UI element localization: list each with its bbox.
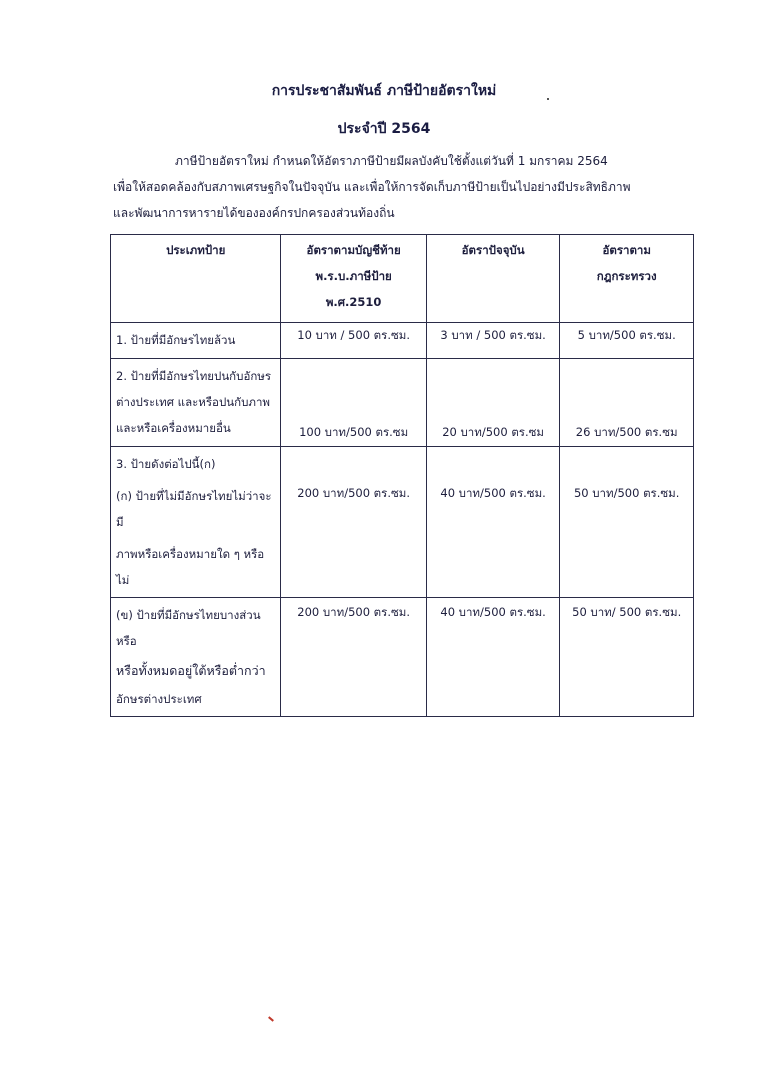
ministerial-rate-cell: 50 บาท/ 500 ตร.ซม. [560, 598, 694, 717]
intro-line-1: ภาษีป้ายอัตราใหม่ กำหนดให้อัตราภาษีป้ายมีผลบังคับใช้ตั้งแต่วันที่ 1 มกราคม 2564 [175, 154, 608, 168]
table-row [111, 598, 694, 717]
row-label: (ข) ป้ายที่มีอักษรไทยบางส่วนหรือ หรือทั้งหมดอยู่ใต้หรือต่ำกว่า อักษรต่างประเทศ [111, 598, 281, 717]
tax-rate-table [110, 234, 694, 717]
intro-paragraph [113, 148, 673, 226]
header-current-rate: อัตราปัจจุบัน [426, 235, 560, 323]
current-rate-cell: 20 บาท/500 ตร.ซม [426, 359, 560, 447]
ministerial-rate-cell: 50 บาท/500 ตร.ซม. [560, 447, 694, 598]
act-rate-cell: 100 บาท/500 ตร.ซม [281, 359, 426, 447]
scan-mark [268, 1016, 274, 1021]
row-label: 1. ป้ายที่มีอักษรไทยล้วน [111, 323, 281, 359]
act-rate-cell: 10 บาท / 500 ตร.ซม. [281, 323, 426, 359]
intro-line-2: เพื่อให้สอดคล้องกับสภาพเศรษฐกิจในปัจจุบัน และเพื่อให้การจัดเก็บภาษีป้ายเป็นไปอย่างมีประสิทธิภาพ [113, 180, 631, 194]
current-rate-cell: 40 บาท/500 ตร.ซม. [426, 447, 560, 598]
table-row [111, 447, 694, 598]
ministerial-rate-cell: 26 บาท/500 ตร.ซม [560, 359, 694, 447]
current-rate-cell: 3 บาท / 500 ตร.ซม. [426, 323, 560, 359]
current-rate-cell: 40 บาท/500 ตร.ซม. [426, 598, 560, 717]
act-rate-cell: 200 บาท/500 ตร.ซม. [281, 447, 426, 598]
table-header-row [111, 235, 694, 323]
table-row [111, 359, 694, 447]
document-title: การประชาสัมพันธ์ ภาษีป้ายอัตราใหม่ [271, 83, 497, 99]
document-subtitle: ประจำปี 2564 [337, 121, 431, 137]
header-act-rate: อัตราตามบัญชีท้าย พ.ร.บ.ภาษีป้าย พ.ศ.2510 [281, 235, 426, 323]
table-row [111, 323, 694, 359]
act-rate-cell: 200 บาท/500 ตร.ซม. [281, 598, 426, 717]
ministerial-rate-cell: 5 บาท/500 ตร.ซม. [560, 323, 694, 359]
row-label: 2. ป้ายที่มีอักษรไทยปนกับอักษร ต่างประเทศ และหรือปนกับภาพ และหรือเครื่องหมายอื่น [111, 359, 281, 447]
intro-line-3: และพัฒนาการหารายได้ขององค์กรปกครองส่วนท้องถิ่น [113, 206, 395, 220]
header-ministerial-rate: อัตราตาม กฎกระทรวง [560, 235, 694, 323]
header-sign-type: ประเภทป้าย [111, 235, 281, 323]
row-label: 3. ป้ายดังต่อไปนี้(ก) (ก) ป้ายที่ไม่มีอักษรไทยไม่ว่าจะมี ภาพหรือเครื่องหมายใด ๆ หรือไม่ [111, 447, 281, 598]
